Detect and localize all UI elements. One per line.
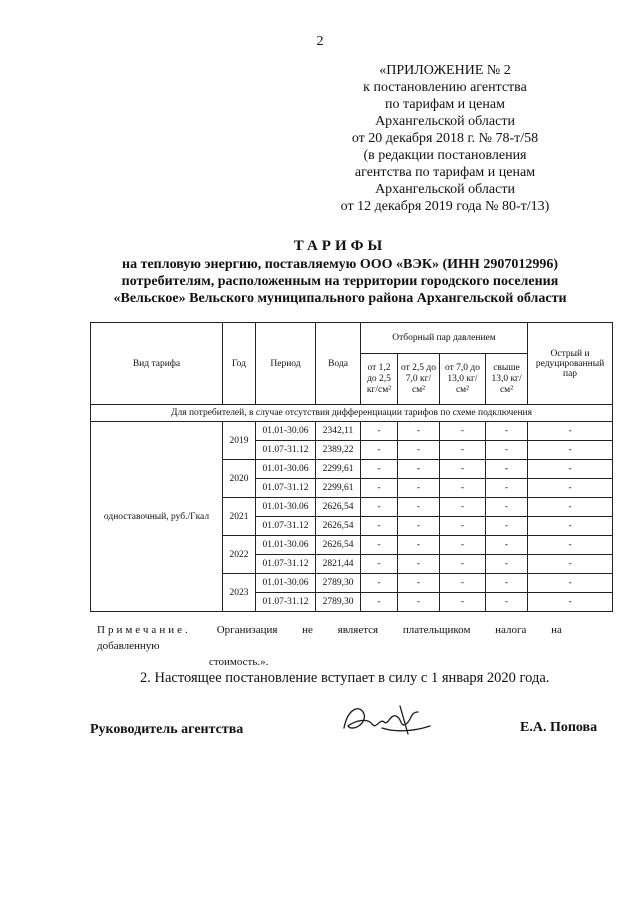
appendix-line: Архангельской области [375, 114, 515, 129]
dash-cell: - [361, 593, 398, 612]
dash-cell: - [361, 441, 398, 460]
dash-cell: - [440, 593, 486, 612]
signatory-title: Руководитель агентства [90, 722, 244, 737]
document-title: ТАРИФЫ [293, 238, 387, 254]
appendix-line: от 20 декабря 2018 г. № 78-т/58 [351, 131, 539, 146]
header-period: Период [256, 323, 316, 405]
dash-cell: - [486, 536, 528, 555]
year-cell: 2020 [223, 460, 256, 498]
dash-cell: - [528, 593, 613, 612]
appendix-line: агентства по тарифам и ценам [354, 165, 536, 180]
appendix-line: по тарифам и ценам [385, 97, 505, 112]
dash-cell: - [528, 460, 613, 479]
appendix-line: к постановлению агентства [363, 80, 527, 95]
dash-cell: - [528, 441, 613, 460]
dash-cell: - [486, 517, 528, 536]
dash-cell: - [361, 498, 398, 517]
appendix-line: от 12 декабря 2019 года № 80-т/13) [340, 199, 550, 214]
water-value-cell: 2626,54 [316, 498, 361, 517]
dash-cell: - [398, 555, 440, 574]
header-sharp-steam: Острый и редуцированный пар [528, 323, 613, 405]
tariff-type-cell: одноставочный, руб./Гкал [91, 422, 223, 612]
year-cell: 2022 [223, 536, 256, 574]
dash-cell: - [440, 479, 486, 498]
period-cell: 01.07-31.12 [256, 593, 316, 612]
header-steam-pressure: Отборный пар давлением [361, 323, 528, 354]
dash-cell: - [528, 517, 613, 536]
period-cell: 01.07-31.12 [256, 441, 316, 460]
appendix-header [300, 62, 590, 215]
dash-cell: - [440, 460, 486, 479]
note-text-continuation: стоимость.». [209, 656, 269, 668]
period-cell: 01.07-31.12 [256, 479, 316, 498]
water-value-cell: 2626,54 [316, 536, 361, 555]
dash-cell: - [398, 574, 440, 593]
dash-cell: - [440, 441, 486, 460]
dash-cell: - [486, 441, 528, 460]
year-cell: 2021 [223, 498, 256, 536]
appendix-line: «ПРИЛОЖЕНИЕ № 2 [379, 63, 511, 78]
subtitle-line: на тепловую энергию, поставляемую ООО «ВЭК» (ИНН 2907012996) [122, 257, 558, 272]
header-steam-1-2-5: от 1,2 до 2,5 кг/см² [361, 354, 398, 405]
period-cell: 01.01-30.06 [256, 422, 316, 441]
note-label: Примечание. [97, 624, 191, 636]
dash-cell: - [398, 422, 440, 441]
header-steam-7-13: от 7,0 до 13,0 кг/см² [440, 354, 486, 405]
header-tariff-type: Вид тарифа [91, 323, 223, 405]
dash-cell: - [361, 422, 398, 441]
water-value-cell: 2626,54 [316, 517, 361, 536]
dash-cell: - [486, 574, 528, 593]
year-cell: 2019 [223, 422, 256, 460]
signatory-name: Е.А. Попова [520, 720, 598, 735]
dash-cell: - [528, 574, 613, 593]
effective-date-clause: 2. Настоящее постановление вступает в силу с 1 января 2020 года. [140, 670, 550, 686]
dash-cell: - [528, 536, 613, 555]
dash-cell: - [486, 422, 528, 441]
dash-cell: - [486, 479, 528, 498]
dash-cell: - [398, 441, 440, 460]
dash-cell: - [398, 593, 440, 612]
dash-cell: - [486, 460, 528, 479]
water-value-cell: 2342,11 [316, 422, 361, 441]
dash-cell: - [440, 574, 486, 593]
dash-cell: - [440, 536, 486, 555]
appendix-line: Архангельской области [375, 182, 515, 197]
header-steam-2-5-7: от 2,5 до 7,0 кг/см² [398, 354, 440, 405]
appendix-line: (в редакции постановления [363, 148, 527, 163]
water-value-cell: 2389,22 [316, 441, 361, 460]
tariff-table [90, 322, 613, 612]
dash-cell: - [361, 574, 398, 593]
note-text: Организация не является плательщиком налога на добавленную [97, 624, 562, 652]
title-block [60, 236, 620, 307]
note [97, 622, 602, 670]
header-year: Год [223, 323, 256, 405]
subtitle-line: «Вельское» Вельского муниципального района Архангельской области [113, 291, 567, 306]
dash-cell: - [440, 498, 486, 517]
dash-cell: - [361, 460, 398, 479]
dash-cell: - [398, 498, 440, 517]
period-cell: 01.07-31.12 [256, 517, 316, 536]
water-value-cell: 2299,61 [316, 460, 361, 479]
dash-cell: - [361, 555, 398, 574]
dash-cell: - [528, 422, 613, 441]
dash-cell: - [398, 460, 440, 479]
signature [338, 698, 433, 740]
dash-cell: - [398, 536, 440, 555]
header-steam-over-13: свыше 13,0 кг/см² [486, 354, 528, 405]
dash-cell: - [528, 498, 613, 517]
dash-cell: - [486, 593, 528, 612]
consumer-group-row: Для потребителей, в случае отсутствия дифференциации тарифов по схеме подключения [91, 405, 613, 422]
water-value-cell: 2789,30 [316, 593, 361, 612]
period-cell: 01.01-30.06 [256, 536, 316, 555]
dash-cell: - [361, 479, 398, 498]
page-number: 2 [316, 34, 324, 49]
water-value-cell: 2821,44 [316, 555, 361, 574]
period-cell: 01.01-30.06 [256, 460, 316, 479]
subtitle-line: потребителям, расположенным на территории городского поселения [121, 274, 559, 289]
period-cell: 01.01-30.06 [256, 574, 316, 593]
dash-cell: - [440, 555, 486, 574]
dash-cell: - [486, 555, 528, 574]
period-cell: 01.01-30.06 [256, 498, 316, 517]
dash-cell: - [398, 517, 440, 536]
period-cell: 01.07-31.12 [256, 555, 316, 574]
dash-cell: - [361, 517, 398, 536]
dash-cell: - [440, 517, 486, 536]
water-value-cell: 2789,30 [316, 574, 361, 593]
dash-cell: - [486, 498, 528, 517]
year-cell: 2023 [223, 574, 256, 612]
dash-cell: - [398, 479, 440, 498]
dash-cell: - [528, 555, 613, 574]
header-water: Вода [316, 323, 361, 405]
dash-cell: - [361, 536, 398, 555]
water-value-cell: 2299,61 [316, 479, 361, 498]
dash-cell: - [440, 422, 486, 441]
dash-cell: - [528, 479, 613, 498]
